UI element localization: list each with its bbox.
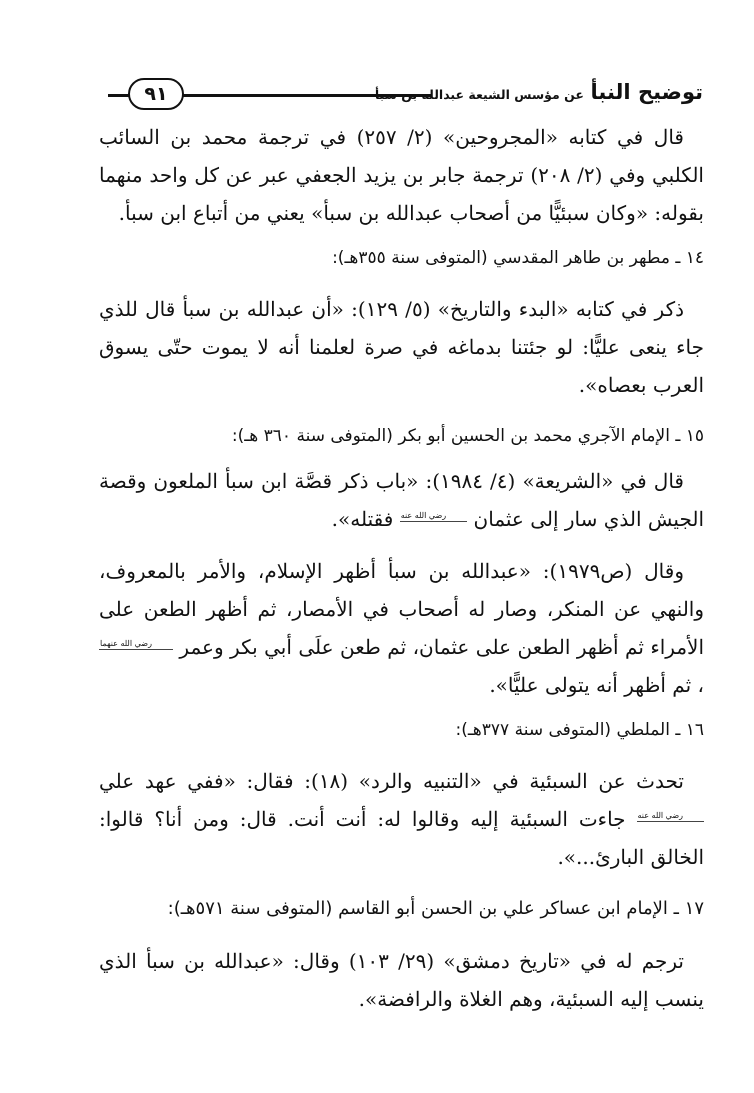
paragraph-15b-text: وقال (ص١٩٧٩): «عبدالله بن سبأ أظهر الإسلام، والأمر بالمعروف، والنهي عن المنكر، وصار له أصحاب في الأمصار، ثم أظهر الطعن على الأمراء ثم أظهر الطعن على عثمان، ثم طعن علَى أبي بكر وعمر — [99, 559, 705, 659]
heading-14: ١٤ ـ مطهر بن طاهر المقدسي (المتوفى سنة ٣٥٥هـ): — [332, 248, 704, 268]
paragraph-17: ترجم له في «تاريخ دمشق» (٢٩/ ١٠٣) وقال: «عبدالله بن سبأ الذي ينسب إليه السبئية، وهم الغلاة والرافضة». — [99, 949, 704, 1011]
paragraph-16 — [99, 762, 704, 876]
page-number: ٩١ — [144, 83, 168, 105]
running-title-sub: عن مؤسس الشيعة عبدالله بن سبأ — [374, 87, 584, 102]
heading-16: ١٦ ـ الملطي (المتوفى سنة ٣٧٧هـ): — [455, 720, 704, 740]
paragraph-15a — [99, 462, 704, 538]
paragraph-15b — [99, 552, 704, 704]
honorific-glyph: رضي الله عنه — [400, 511, 467, 522]
paragraph-15b-end: ، ثم أظهر أنه يتولى عليًّا». — [489, 673, 704, 697]
page-header — [108, 76, 703, 120]
paragraph-14: ذكر في كتابه «البدء والتاريخ» (٥/ ١٢٩): «أن عبدالله بن سبأ قال للذي جاء ينعى عليًّا: لو جئتنا بدماغه في صرة لعلمنا أنه لا يموت حتّى يسوق العرب بعصاه». — [99, 297, 704, 397]
honorific-glyph-ali: رضي الله عنه — [637, 811, 704, 822]
paragraph-1: قال في كتابه «المجروحين» (٢/ ٢٥٧) في ترجمة محمد بن السائب الكلبي وفي (٢/ ٢٠٨) ترجمة جابر بن يزيد الجعفي عبر عن كل واحد منهما بقوله: «وكان سبئيًّا من أصحاب عبدالله بن سبأ» يعني من أتباع ابن سبأ. — [99, 125, 704, 225]
header-rule — [174, 94, 431, 97]
paragraph-15a-end: فقتله». — [331, 507, 394, 531]
paragraph-15a-text: قال في «الشريعة» (٤/ ١٩٨٤): «باب ذكر قصَّة ابن سبأ الملعون وقصة الجيش الذي سار إلى عثمان — [99, 469, 704, 531]
paragraph-16-text: تحدث عن السبئية في «التنبيه والرد» (١٨): فقال: «ففي عهد علي — [99, 769, 684, 793]
running-title-main: توضيح النبأ — [590, 80, 703, 104]
header-rule-left — [108, 94, 130, 97]
heading-17: ١٧ ـ الإمام ابن عساكر علي بن الحسن أبو القاسم (المتوفى سنة ٥٧١هـ): — [167, 898, 704, 919]
honorific-glyph-dual: رضي الله عنهما — [99, 639, 173, 650]
paragraph-16-end: جاءت السبئية إليه وقالوا له: أنت أنت. قال: ومن أنا؟ قالوا: الخالق البارئ...». — [99, 807, 704, 869]
page-body — [99, 118, 704, 1018]
running-title — [375, 80, 703, 104]
page-number-badge — [128, 78, 184, 110]
heading-15: ١٥ ـ الإمام الآجري محمد بن الحسين أبو بكر (المتوفى سنة ٣٦٠ هـ): — [231, 426, 704, 446]
